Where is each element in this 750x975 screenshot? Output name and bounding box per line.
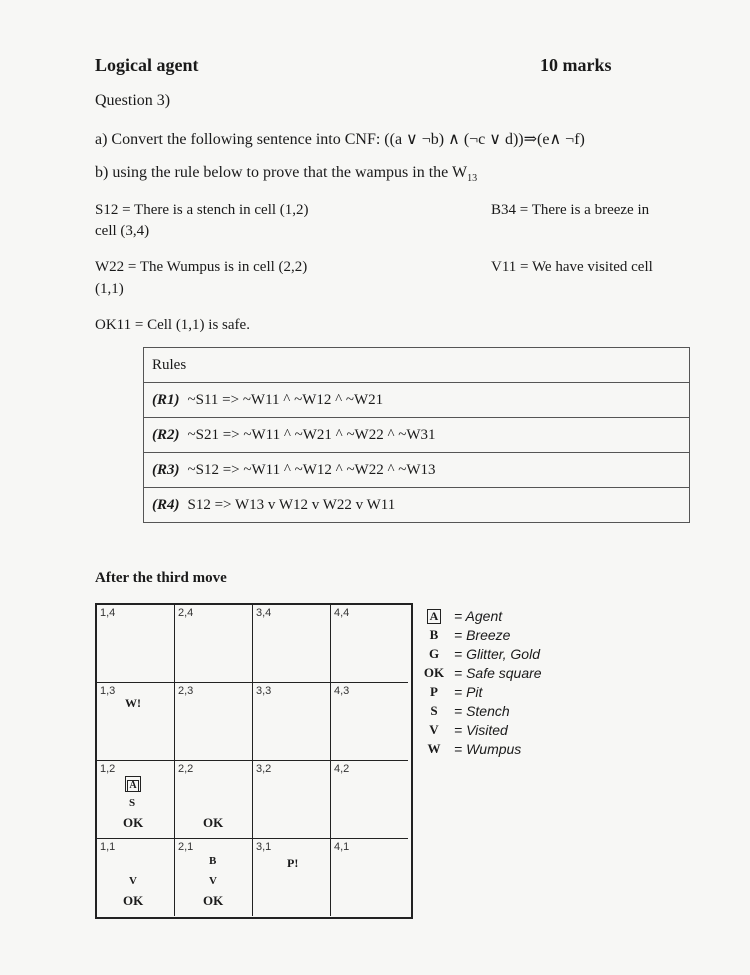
definition-ok11: OK11 = Cell (1,1) is safe. <box>95 317 250 333</box>
visited-mark: V <box>129 875 137 887</box>
legend-item: V = Visited <box>429 721 508 738</box>
definition-b34-cont: cell (3,4) <box>95 223 150 239</box>
cell-1-1: 1,1 V OK <box>97 839 175 916</box>
definition-b34: B34 = There is a breeze in <box>491 202 650 218</box>
marks-label: 10 marks <box>540 55 612 75</box>
cell-4-4: 4,4 <box>331 605 408 683</box>
question-part-a: a) Convert the following sentence into CNF: ((a ∨ ¬b) ∧ (¬c ∨ d))⇒(e∧ ¬f) <box>95 131 585 148</box>
agent-icon: A <box>125 776 141 792</box>
question-number: Question 3) <box>95 92 171 109</box>
safe-mark: OK <box>123 893 144 908</box>
cell-4-3: 4,3 <box>331 683 408 761</box>
cell-2-2: 2,2 OK <box>175 761 253 839</box>
cell-3-1: 3,1 P! <box>253 839 331 916</box>
cell-4-1: 4,1 <box>334 841 350 853</box>
cell-4-2: 4,2 <box>331 761 408 839</box>
definition-s12: S12 = There is a stench in cell (1,2) <box>95 202 309 218</box>
rule-row: (R4) S12 => W13 v W12 v W22 v W11 <box>144 488 690 523</box>
cell-2-3: 2,3 <box>175 683 253 761</box>
safe-mark: OK <box>123 815 144 830</box>
definition-v11: V11 = We have visited cell <box>491 259 653 275</box>
safe-mark: OK <box>203 893 224 908</box>
definition-v11-cont: (1,1) <box>95 281 124 297</box>
rules-header: Rules <box>144 348 690 383</box>
rule-row: (R2) ~S21 => ~W11 ^ ~W21 ^ ~W22 ^ ~W31 <box>144 418 690 453</box>
stench-mark: S <box>129 797 136 809</box>
rule-row: (R3) ~S12 => ~W11 ^ ~W12 ^ ~W22 ^ ~W13 <box>144 453 690 488</box>
cell-3-3: 3,3 <box>253 683 331 761</box>
legend-item: P = Pit <box>430 683 483 700</box>
cell-3-2: 3,2 <box>253 761 331 839</box>
cell-2-1: 2,1 B V OK <box>175 839 253 916</box>
safe-mark: OK <box>203 815 224 830</box>
breeze-mark: B <box>209 855 217 867</box>
definition-w22: W22 = The Wumpus is in cell (2,2) <box>95 259 308 275</box>
question-part-b: b) using the rule below to prove that the wampus in the $W_{13}$ <box>95 164 478 185</box>
visited-mark: V <box>209 875 217 887</box>
legend-item: OK = Safe square <box>423 664 542 681</box>
cell-3-4: 3,4 <box>253 605 331 683</box>
rules-table <box>143 347 690 523</box>
grid-legend <box>420 606 542 758</box>
world-caption: After the third move <box>95 570 227 586</box>
pit-mark: P! <box>287 856 299 870</box>
cell-1-2: 1,2 A S OK <box>97 761 175 839</box>
wumpus-mark: W! <box>125 696 141 710</box>
legend-item: A = Agent <box>420 606 542 625</box>
cell-1-4: 1,4 <box>97 605 175 683</box>
cell-2-4: 2,4 <box>175 605 253 683</box>
cell-1-3: 1,3 W! <box>97 683 175 761</box>
legend-item: G = Glitter, Gold <box>428 645 540 662</box>
legend-item: B = Breeze <box>429 626 511 643</box>
wumpus-grid <box>95 603 413 919</box>
legend-item: W = Wumpus <box>427 740 522 757</box>
legend-item: S = Stench <box>430 702 510 719</box>
rule-row: (R1) ~S11 => ~W11 ^ ~W12 ^ ~W21 <box>144 383 690 418</box>
section-title: Logical agent <box>95 55 199 75</box>
